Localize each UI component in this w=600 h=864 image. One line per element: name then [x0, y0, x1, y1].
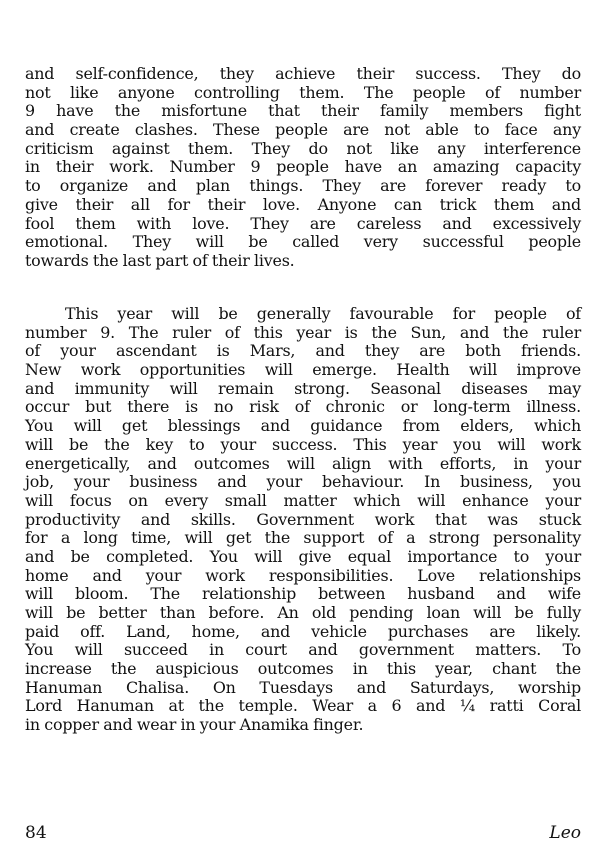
text-line: to organize and plan things. They are forever ready to: [25, 176, 581, 196]
text-line: increase the auspicious outcomes in this year, chant the: [25, 659, 581, 679]
text-line: occur but there is no risk of chronic or long-term illness.: [25, 397, 581, 417]
text-line: in their work. Number 9 people have an amazing capacity: [25, 157, 581, 177]
text-line: Hanuman Chalisa. On Tuesdays and Saturdays, worship: [25, 677, 581, 697]
text-line: will bloom. The relationship between husband and wife: [25, 584, 581, 604]
text-line: for a long time, will get the support of a strong personality: [25, 528, 581, 548]
text-line: and self-confidence, they achieve their success. They do: [25, 64, 581, 83]
text-line: emotional. They will be called very successful people: [25, 232, 581, 252]
text-line: fool them with love. They are careless and excessively: [25, 213, 581, 233]
text-line: towards the last part of their lives.: [25, 250, 295, 270]
text-line: and immunity will remain strong. Seasonal diseases may: [25, 378, 581, 398]
text-line: and be completed. You will give equal importance to your: [25, 546, 581, 566]
text-line: in copper and wear in your Anamika finger.: [25, 715, 364, 735]
text-line: and create clashes. These people are not able to face any: [25, 120, 581, 140]
text-line: home and your work responsibilities. Love relationships: [25, 565, 581, 585]
page-footer: [25, 822, 581, 844]
paragraph-1: [25, 65, 581, 271]
text-line: criticism against them. They do not like any interference: [25, 138, 581, 158]
running-title: Leo: [549, 823, 581, 843]
text-line: give their all for their love. Anyone can trick them and: [25, 194, 581, 214]
text-line: productivity and skills. Government work that was stuck: [25, 509, 581, 529]
text-line: will focus on every small matter which will enhance your: [25, 490, 581, 510]
text-line: New work opportunities will emerge. Health will improve: [25, 360, 581, 380]
text-line: will be the key to your success. This year you will work: [25, 434, 581, 454]
text-line: number 9. The ruler of this year is the Sun, and the ruler: [25, 322, 581, 342]
text-line: This year will be generally favourable for people of: [65, 304, 581, 323]
page-number: 84: [25, 823, 47, 843]
text-line: 9 have the misfortune that their family members fight: [25, 101, 581, 121]
text-line: Lord Hanuman at the temple. Wear a 6 and ¼ ratti Coral: [25, 696, 581, 716]
text-line: job, your business and your behaviour. In business, you: [25, 472, 581, 492]
paragraph-2: [25, 305, 581, 735]
text-line: You will succeed in court and government matters. To: [25, 640, 581, 660]
text-line: not like anyone controlling them. The people of number: [25, 82, 581, 102]
text-line: You will get blessings and guidance from elders, which: [25, 416, 581, 436]
text-line: of your ascendant is Mars, and they are both friends.: [25, 341, 581, 361]
text-line: paid off. Land, home, and vehicle purchases are likely.: [25, 621, 581, 641]
text-line: energetically, and outcomes will align with efforts, in your: [25, 453, 581, 473]
text-line: will be better than before. An old pending loan will be fully: [25, 603, 581, 622]
